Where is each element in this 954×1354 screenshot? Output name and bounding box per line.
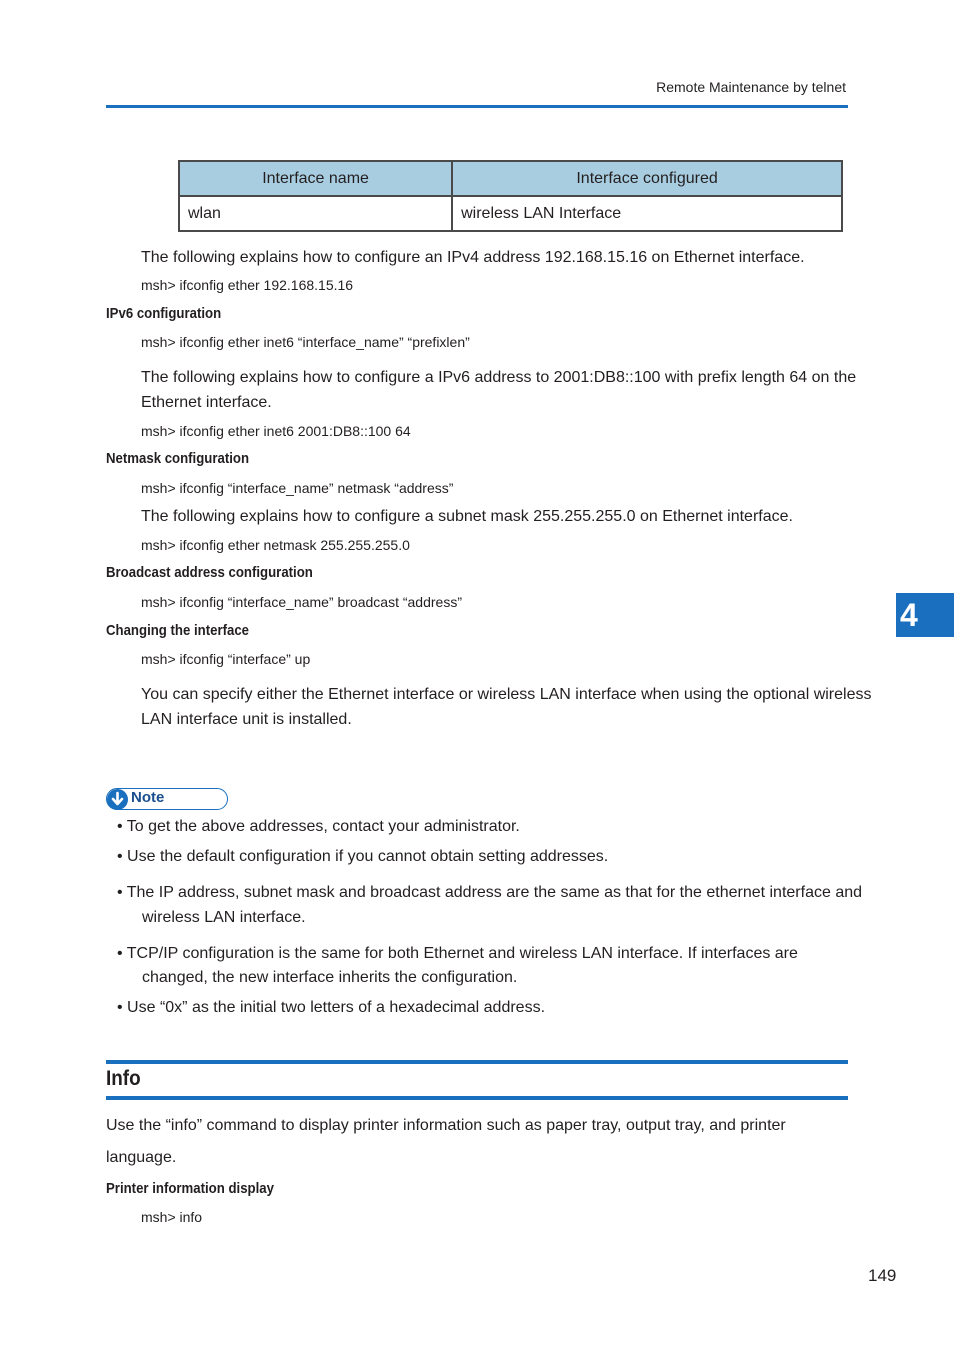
ipv4-example-text: The following explains how to configure an IPv4 address 192.168.15.16 on Ethernet interface. — [141, 249, 805, 266]
info-sub-heading: Printer information display — [106, 1180, 274, 1197]
table-cell: wireless LAN Interface — [452, 196, 842, 231]
ipv6-example-command: msh> ifconfig ether inet6 2001:DB8::100 64 — [141, 423, 411, 439]
note-item-continuation: wireless LAN interface. — [142, 909, 306, 926]
broadcast-heading: Broadcast address configuration — [106, 564, 313, 581]
ipv6-heading: IPv6 configuration — [106, 305, 222, 322]
note-item: • Use “0x” as the initial two letters of a hexadecimal address. — [117, 999, 546, 1016]
page-number: 149 — [868, 1266, 897, 1285]
section-rule-bottom — [106, 1096, 848, 1100]
change-interface-command: msh> ifconfig “interface” up — [141, 651, 311, 667]
info-command: msh> info — [141, 1209, 203, 1225]
netmask-example-text: The following explains how to configure a subnet mask 255.255.255.0 on Ethernet interface. — [141, 508, 793, 525]
note-item: • To get the above addresses, contact your administrator. — [117, 818, 520, 835]
netmask-example-command: msh> ifconfig ether netmask 255.255.255.0 — [141, 537, 410, 553]
change-interface-heading: Changing the interface — [106, 622, 250, 639]
down-arrow-icon — [107, 789, 128, 810]
interface-table — [178, 160, 843, 232]
note-item-continuation: changed, the new interface inherits the configuration. — [142, 969, 518, 986]
table-cell: wlan — [179, 196, 452, 231]
ipv6-example-line1: The following explains how to configure a IPv6 address to 2001:DB8::100 with prefix length 64 on the — [141, 369, 857, 386]
note-item: • The IP address, subnet mask and broadcast address are the same as that for the ethernet interface and — [117, 884, 863, 901]
change-interface-text-line1: You can specify either the Ethernet interface or wireless LAN interface when using the optional wireless — [141, 686, 872, 703]
ipv6-example-line2: Ethernet interface. — [141, 394, 272, 411]
broadcast-command: msh> ifconfig “interface_name” broadcast “address” — [141, 594, 462, 610]
ipv4-command: msh> ifconfig ether 192.168.15.16 — [141, 277, 354, 293]
table-header-row — [179, 161, 842, 196]
ipv6-command: msh> ifconfig ether inet6 “interface_name” “prefixlen” — [141, 334, 470, 350]
netmask-heading: Netmask configuration — [106, 450, 250, 467]
table-row — [179, 196, 842, 231]
running-header: Remote Maintenance by telnet — [656, 79, 846, 95]
change-interface-text-line2: LAN interface unit is installed. — [141, 711, 352, 728]
note-item: • TCP/IP configuration is the same for both Ethernet and wireless LAN interface. If interfaces are — [117, 945, 798, 962]
table-header-cell: Interface name — [179, 161, 452, 196]
note-item: • Use the default configuration if you cannot obtain setting addresses. — [117, 848, 609, 865]
note-label: Note — [131, 789, 165, 806]
section-title: Info — [106, 1067, 141, 1090]
info-description-line2: language. — [106, 1149, 177, 1166]
header-rule — [106, 105, 848, 108]
table-header-cell: Interface configured — [452, 161, 842, 196]
info-description-line1: Use the “info” command to display printer information such as paper tray, output tray, and printer — [106, 1117, 786, 1134]
netmask-command: msh> ifconfig “interface_name” netmask “address” — [141, 480, 454, 496]
section-rule-top — [106, 1060, 848, 1064]
chapter-tab: 4 — [896, 593, 954, 637]
